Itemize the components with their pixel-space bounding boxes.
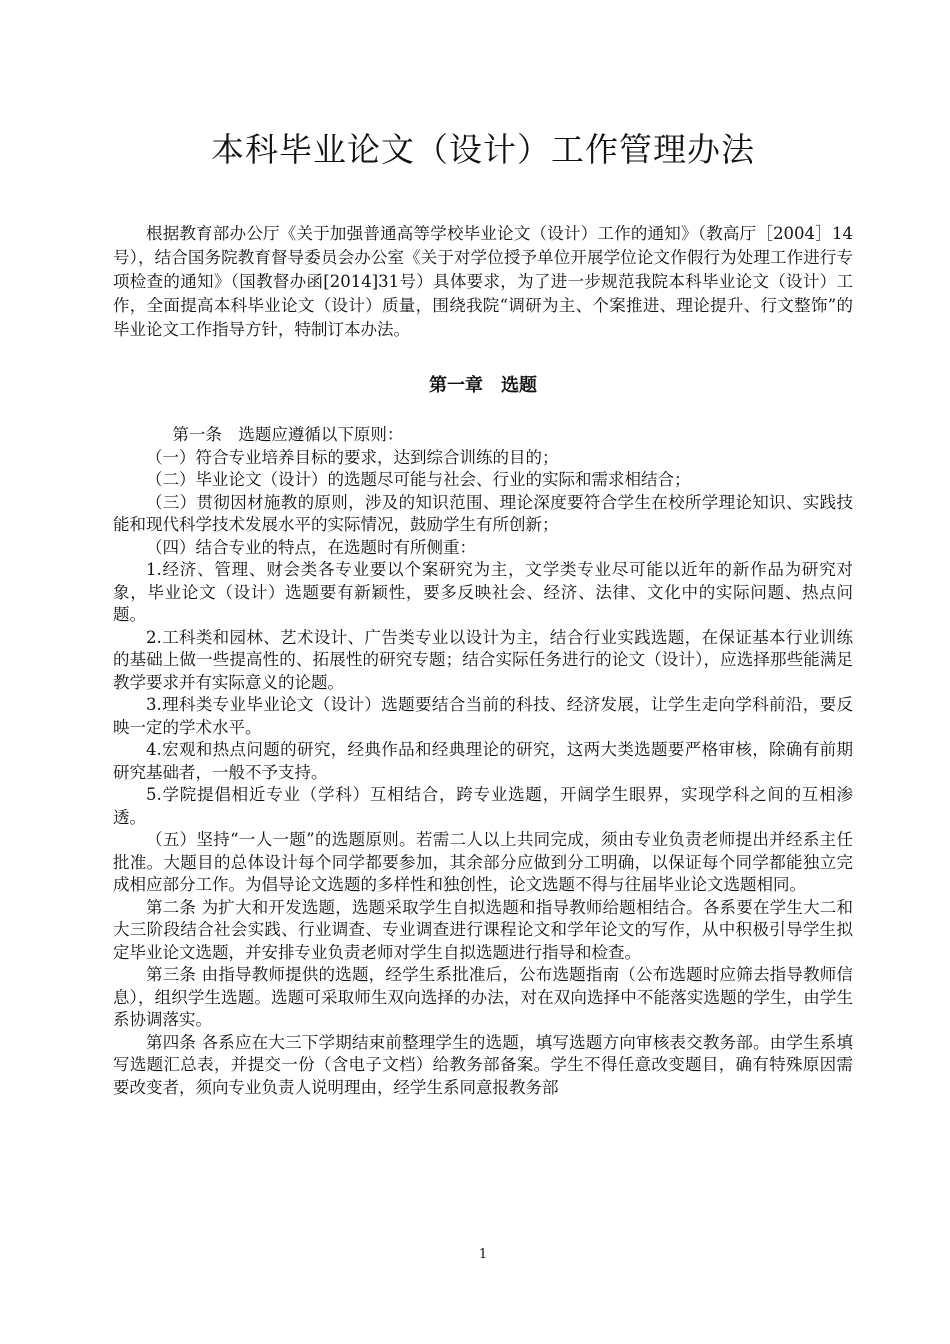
principle-4-item-1: 1.经济、管理、财会类各专业要以个案研究为主，文学类专业尽可能以近年的新作品为研究对象，毕业论文（设计）选题要有新颖性，要多反映社会、经济、法律、文化中的实际问题、热点问题。 (113, 560, 853, 624)
principle-5: （五）坚持“一人一题”的选题原则。若需二人以上共同完成，须由专业负责老师提出并经系主任批准。大题目的总体设计每个同学都要参加，其余部分应做到分工明确，以保证每个同学都能独立完成相应部分工作。为倡导论文选题的多样性和独创性，论文选题不得与往届毕业论文选题相同。 (113, 830, 853, 894)
principle-4-item-3: 3.理科类专业毕业论文（设计）选题要结合当前的科技、经济发展，让学生走向学科前沿，要反映一定的学术水平。 (113, 695, 853, 737)
principle-1: （一）符合专业培养目标的要求，达到综合训练的目的； (146, 447, 559, 467)
chapter-heading: 第一章 选题 (429, 375, 537, 396)
article-2: 第二条 为扩大和开发选题，选题采取学生自拟选题和指导教师给题相结合。各系要在学生大二和大三阶段结合社会实践、行业调查、专业调查进行课程论文和学年论文的写作，从中积极引导学生拟定毕业论文选题，并安排专业负责老师对学生自拟选题进行指导和检查。 (113, 897, 853, 962)
principle-4-item-2: 2.工科类和园林、艺术设计、广告类专业以设计为主，结合行业实践选题，在保证基本行业训练的基础上做一些提高性的、拓展性的研究专题；结合实际任务进行的论文（设计），应选择那些能满足教学要求并有实际意义的论题。 (113, 627, 853, 692)
document-title: 本科毕业论文（设计）工作管理办法 (211, 130, 755, 169)
article-1-heading: 第一条 选题应遵循以下原则： (172, 425, 404, 444)
page-number: 1 (478, 1247, 488, 1262)
principle-3: （三）贯彻因材施教的原则，涉及的知识范围、理论深度要符合学生在校所学理论知识、实践技能和现代科学技术发展水平的实际情况，鼓励学生有所创新； (113, 492, 853, 534)
article-4: 第四条 各系应在大三下学期结束前整理学生的选题，填写选题方向审核表交教务部。由学生系填写选题汇总表，并提交一份（含电子文档）给教务部备案。学生不得任意改变题目，确有特殊原因需要改变者，须向专业负责人说明理由，经学生系同意报教务部 (113, 1032, 853, 1097)
principle-4: （四）结合专业的特点，在选题时有所侧重： (146, 537, 476, 557)
document-page (113, 0, 853, 1344)
chapter-body (113, 424, 853, 1099)
principle-4-item-4: 4.宏观和热点问题的研究，经典作品和经典理论的研究，这两大类选题要严格审核，除确有前期研究基础者，一般不予支持。 (113, 740, 853, 782)
principle-4-item-5: 5.学院提倡相近专业（学科）互相结合，跨专业选题，开阔学生眼界，实现学科之间的互相渗透。 (113, 785, 853, 827)
article-3: 第三条 由指导教师提供的选题，经学生系批准后，公布选题指南（公布选题时应筛去指导教师信息），组织学生选题。选题可采取师生双向选择的办法，对在双向选择中不能落实选题的学生，由学生系协调落实。 (113, 965, 853, 1029)
preamble-paragraph: 根据教育部办公厅《关于加强普通高等学校毕业论文（设计）工作的通知》（教高厅［2004］14号），结合国务院教育督导委员会办公室《关于对学位授予单位开展学位论文作假行为处理工作进行专项检查的通知》（国教督办函[2014]31号）具体要求，为了进一步规范我院本科毕业论文（设计）工作，全面提高本科毕业论文（设计）质量，围绕我院“调研为主、个案推进、理论提升、行文整饰”的毕业论文工作指导方针，特制订本办法。 (113, 224, 853, 339)
principle-2: （二）毕业论文（设计）的选题尽可能与社会、行业的实际和需求相结合； (146, 470, 691, 489)
